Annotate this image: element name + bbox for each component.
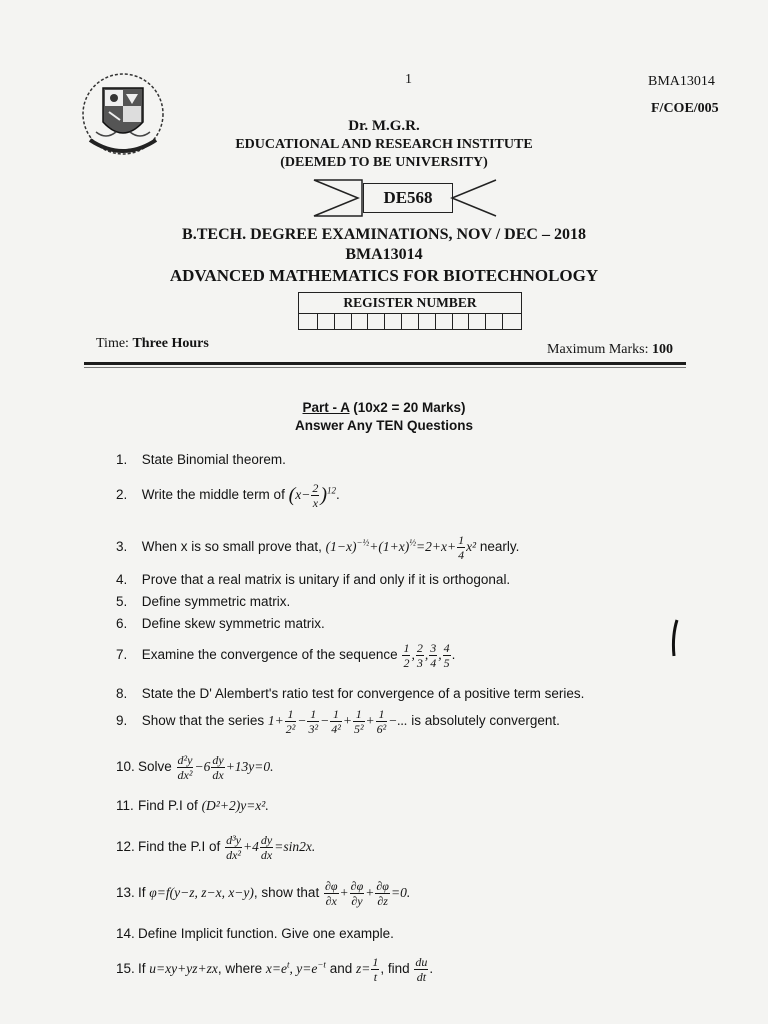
register-cell (352, 314, 369, 329)
time-label: Time: (96, 336, 129, 351)
register-cell (419, 314, 436, 329)
register-cell (469, 314, 486, 329)
question-1: 1. State Binomial theorem. (116, 452, 286, 467)
question-13: 13. If φ=f(y−z, z−x, x−y), show that $\frac{\partial\varphi}{\partial x}$ + $\frac{\partial\varphi}{\partial y}$ + $\frac{\partial\varphi}{\partial z}$ =0. (116, 879, 411, 908)
register-cell (301, 314, 318, 329)
question-10: 10. Solve $\frac{\text{d²y}}{\text{dx²}}$ −6 $\frac{dy}{dx}$ +13y=0. (116, 753, 274, 782)
question-15: 15. If u=xy+yz+zx, where $x=e^t$, $y=e^{-t}$ and z= $\frac{1}{t}$ , find $\frac{du}{dt}$ . (116, 955, 434, 984)
question-9: 9. Show that the series 1+ $\frac{1}{\text{2²}}$ − $\frac{1}{\text{3²}}$ − $\frac{1}{\text{4²}}$ + $\frac{1}{\text{5²}}$ + $\frac{1}{\text{6²}}$ −... is absolutely convergent. (116, 707, 560, 736)
marks-value: 100 (652, 342, 673, 357)
question-5: 5. Define symmetric matrix. (116, 594, 291, 609)
register-cell (453, 314, 470, 329)
question-7: 7. Examine the convergence of the sequence $\frac{1}{2}$ , $\frac{2}{3}$ , $\frac{3}{4}$ , $\frac{4}{5}$ . (116, 641, 456, 670)
register-number-box (298, 292, 522, 330)
page-number: 1 (405, 72, 412, 87)
course-title: ADVANCED MATHEMATICS FOR BIOTECHNOLOGY (169, 266, 599, 285)
question-3: 3. When x is so small prove that, $(1-x)^{-\frac{1}{2}}+(1+x)^{\frac{1}{2}}=2+x+$ $\frac{1}{4}$ x² nearly. (116, 533, 520, 562)
form-reference: F/COE/005 (651, 101, 719, 116)
register-cell (436, 314, 453, 329)
time-value: Three Hours (132, 336, 209, 351)
part-a-marks: (10x2 = 20 Marks) (349, 400, 466, 415)
header-divider-thin (84, 367, 686, 368)
part-a-instruction: Answer Any TEN Questions (294, 418, 474, 433)
institute-line1: Dr. M.G.R. (348, 118, 420, 134)
question-8: 8. State the D' Alembert's ratio test for convergence of a positive term series. (116, 686, 585, 701)
course-code-top: BMA13014 (648, 74, 715, 89)
register-cell (503, 314, 519, 329)
question-2: 2. Write the middle term of (x− $\frac{2}{x}$ )$^{12}$. (116, 481, 340, 510)
question-4: 4. Prove that a real matrix is unitary if and only if it is orthogonal. (116, 572, 511, 587)
course-code: BMA13014 (345, 246, 423, 263)
time-info (96, 336, 209, 352)
register-cell (402, 314, 419, 329)
register-number-cells (299, 314, 521, 329)
question-12: 12. Find the P.I of $\frac{\text{d³y}}{\text{dx²}}$ +4 $\frac{dy}{dx}$ =sin2x. (116, 833, 316, 862)
part-a-heading (0, 400, 768, 415)
question-11: 11. Find P.I of (D²+2)y=x². (116, 798, 269, 813)
marks-label: Maximum Marks: (547, 342, 649, 357)
institute-line3: (DEEMED TO BE UNIVERSITY) (280, 155, 488, 170)
register-cell (486, 314, 503, 329)
register-number-label: REGISTER NUMBER (299, 293, 521, 314)
pen-mark (668, 618, 682, 658)
exam-title: B.TECH. DEGREE EXAMINATIONS, NOV / DEC – 2018 (182, 226, 586, 243)
paper-code: DE568 (363, 183, 453, 213)
register-cell (318, 314, 335, 329)
header-divider (84, 362, 686, 365)
institute-line2: EDUCATIONAL AND RESEARCH INSTITUTE (235, 137, 533, 152)
question-6: 6. Define skew symmetric matrix. (116, 616, 325, 631)
register-cell (335, 314, 352, 329)
register-cell (385, 314, 402, 329)
register-cell (368, 314, 385, 329)
question-14: 14. Define Implicit function. Give one example. (116, 926, 394, 941)
marks-info (547, 342, 673, 358)
part-a-title: Part - A (302, 400, 350, 415)
